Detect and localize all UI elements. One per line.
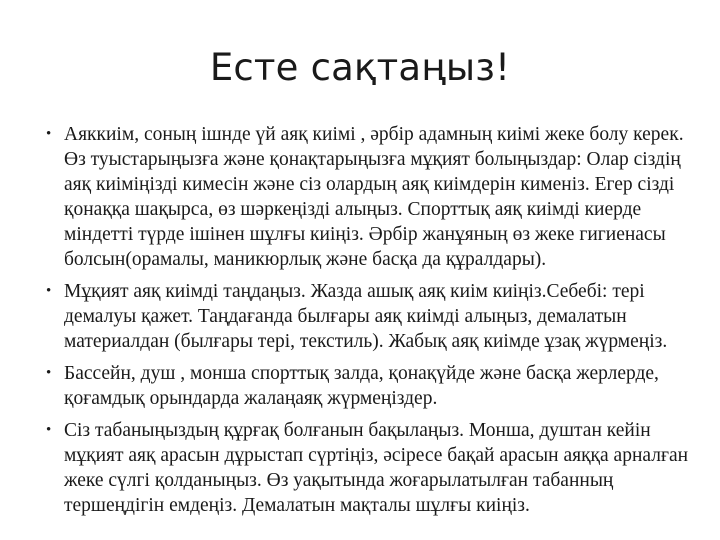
bullet-icon: • xyxy=(46,365,52,381)
bullet-icon: • xyxy=(46,126,52,142)
bullet-icon: • xyxy=(46,422,52,438)
bullet-icon: • xyxy=(46,283,52,299)
bullet-text: Мұқият аяқ киімді таңдаңыз. Жазда ашық аяқ киім киіңіз.Себебі: тері демалуы қажет. Таңдағанда былғары аяқ киімді алыңыз, демалатын материалдан (былғары тері, текстиль). Жабық аяқ киімде ұзақ жүрмеңіз. xyxy=(64,281,668,352)
slide-title: Есте сақтаңыз! xyxy=(209,46,511,89)
bullet-text: Сіз табаныңыздың құрғақ болғанын бақылаңыз. Монша, душтан кейін мұқият аяқ арасын дұрыстап сүртіңіз, әсіресе бақай арасын аяққа арналған жеке сүлгі қолданыңыз. Өз уақытында жоғарылатылған табанның тершеңдігін емдеңіз. Демалатын мақталы шұлғы киіңіз. xyxy=(64,420,689,516)
bullet-item-3 xyxy=(46,361,696,411)
bullet-list xyxy=(46,122,696,525)
bullet-text: Бассейн, душ , монша спорттық залда, қонақүйде және басқа жерлерде, қоғамдық орындарда жалаңаяқ жүрмеңіздер. xyxy=(64,363,659,409)
bullet-item-1 xyxy=(46,122,696,272)
bullet-text: Аяккиім, соның ішнде үй аяқ киімі , әрбір адамның киімі жеке болу керек. Өз туыстарыңызға және қонақтарыңызға мұқият болыңыздар: Олар сіздің аяқ киіміңізді кимесін және сіз олардың аяқ киімдерін кименіз. Егер сізді қонаққа шақырса, өз шәркеңізді алыңыз. Спорттық аяқ киімді киерде міндетті түрде ішінен шұлғы киіңіз. Әрбір жанұяның өз жеке гигиенасы болсын(орамалы, маникюрлық және басқа да құралдары). xyxy=(64,124,684,270)
bullet-item-2 xyxy=(46,279,696,354)
bullet-item-4 xyxy=(46,418,696,518)
